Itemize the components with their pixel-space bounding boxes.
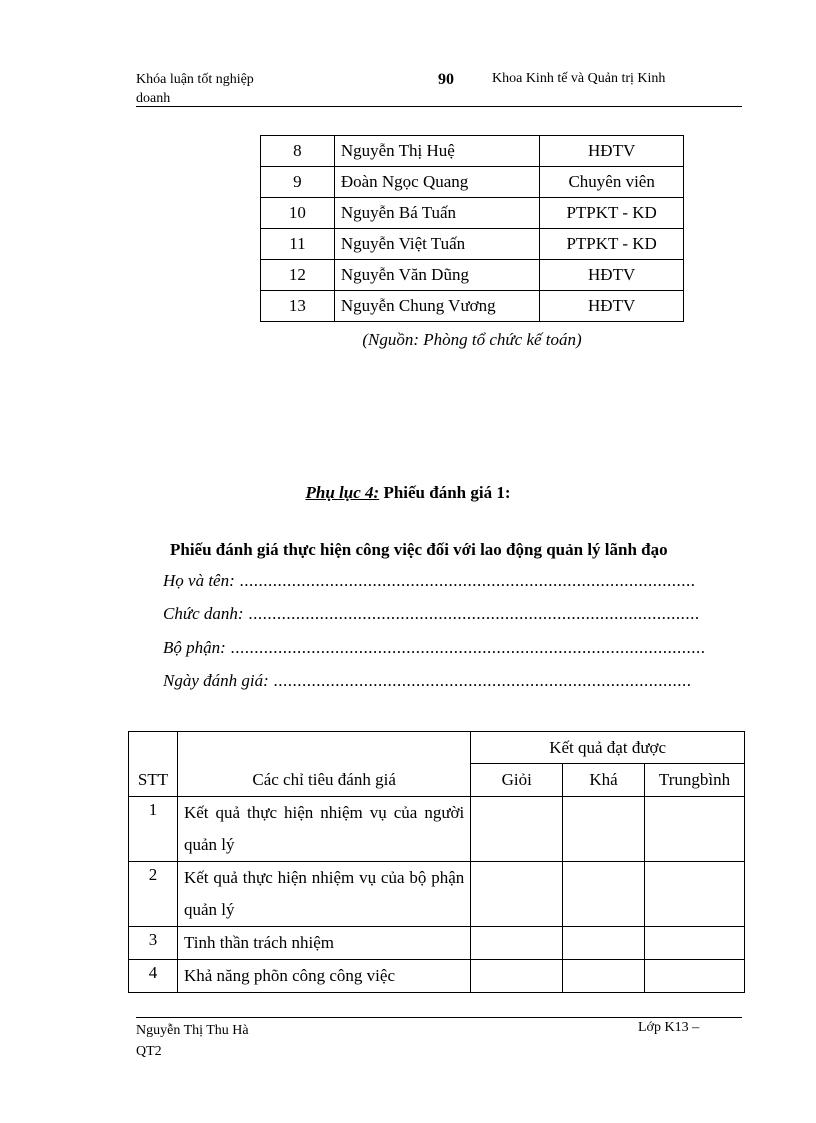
staff-position: HĐTV	[540, 136, 684, 167]
field-label: Bộ phận:	[163, 638, 226, 657]
field-department	[163, 638, 729, 658]
source-note: (Nguồn: Phòng tổ chức kế toán)	[362, 330, 582, 349]
grade-cell-good[interactable]	[471, 960, 563, 993]
criteria-text: Kết quả thực hiện nhiệm vụ của người quản lý	[177, 797, 470, 862]
page-number: 90	[438, 71, 454, 88]
thesis-label-cont: doanh	[136, 91, 171, 106]
table-row	[261, 260, 684, 291]
criteria-number: 4	[129, 960, 178, 993]
faculty-label: Khoa Kinh tế và Quản trị Kinh	[492, 71, 666, 86]
table-row	[261, 136, 684, 167]
staff-position: Chuyên viên	[540, 167, 684, 198]
staff-number: 10	[261, 198, 335, 229]
table-row	[129, 960, 745, 993]
table-row	[129, 862, 745, 927]
staff-name: Nguyễn Văn Dũng	[334, 260, 539, 291]
form-title: Phiếu đánh giá thực hiện công việc đối với lao động quản lý lãnh đạo	[170, 540, 668, 559]
table-row	[261, 291, 684, 322]
staff-position: HĐTV	[540, 260, 684, 291]
staff-number: 9	[261, 167, 335, 198]
staff-name: Đoàn Ngọc Quang	[334, 167, 539, 198]
staff-number: 13	[261, 291, 335, 322]
grade-cell-average[interactable]	[645, 797, 745, 862]
field-blank: ...............................................................................................	[243, 604, 700, 623]
staff-number: 8	[261, 136, 335, 167]
staff-number: 11	[261, 229, 335, 260]
appendix-label: Phụ lục 4:	[305, 483, 380, 502]
field-label: Họ và tên:	[163, 571, 235, 590]
field-label: Chức danh:	[163, 604, 244, 623]
evaluation-table	[128, 731, 745, 993]
field-date	[163, 671, 729, 691]
table-row	[129, 797, 745, 862]
appendix-heading	[0, 483, 816, 503]
grade-cell-good[interactable]	[471, 927, 563, 960]
staff-number: 12	[261, 260, 335, 291]
criteria-text: Khả năng phõn công công việc	[177, 960, 470, 993]
criteria-number: 3	[129, 927, 178, 960]
field-label: Ngày đánh giá:	[163, 671, 269, 690]
grade-header-average: Trungbình	[645, 764, 745, 797]
table-row	[261, 198, 684, 229]
author-class-cont: QT2	[136, 1044, 162, 1059]
staff-table	[260, 135, 684, 322]
staff-position: PTPKT - KD	[540, 229, 684, 260]
field-blank: ................................................................................................	[234, 571, 696, 590]
staff-name: Nguyễn Thị Huệ	[334, 136, 539, 167]
grade-cell-average[interactable]	[645, 862, 745, 927]
table-row	[261, 229, 684, 260]
result-header: Kết quả đạt được	[471, 732, 745, 764]
header-rule	[136, 106, 742, 107]
field-blank: ....................................................................................................	[225, 638, 706, 657]
author-name: Nguyễn Thị Thu Hà	[136, 1023, 249, 1038]
field-blank: ........................................................................................	[268, 671, 692, 690]
stt-header: STT	[129, 732, 178, 797]
staff-name: Nguyễn Chung Vương	[334, 291, 539, 322]
grade-cell-fair[interactable]	[563, 862, 645, 927]
grade-cell-fair[interactable]	[563, 797, 645, 862]
criteria-header: Các chỉ tiêu đánh giá	[177, 732, 470, 797]
grade-cell-average[interactable]	[645, 927, 745, 960]
grade-cell-good[interactable]	[471, 862, 563, 927]
criteria-text: Kết quả thực hiện nhiệm vụ của bộ phận quản lý	[177, 862, 470, 927]
staff-position: HĐTV	[540, 291, 684, 322]
footer-rule	[136, 1017, 742, 1018]
class-label: Lớp K13 –	[638, 1020, 700, 1035]
criteria-text: Tinh thần trách nhiệm	[177, 927, 470, 960]
footer-left	[136, 1020, 296, 1062]
grade-header-fair: Khá	[563, 764, 645, 797]
appendix-title: Phiếu đánh giá 1:	[379, 483, 511, 502]
staff-position: PTPKT - KD	[540, 198, 684, 229]
staff-name: Nguyễn Bá Tuấn	[334, 198, 539, 229]
thesis-label: Khóa luận tốt nghiệp	[136, 72, 254, 87]
grade-cell-fair[interactable]	[563, 927, 645, 960]
header-left	[136, 70, 296, 108]
table-row	[129, 927, 745, 960]
staff-name: Nguyễn Việt Tuấn	[334, 229, 539, 260]
criteria-number: 2	[129, 862, 178, 927]
field-title	[163, 604, 729, 624]
field-name	[163, 571, 729, 591]
grade-cell-good[interactable]	[471, 797, 563, 862]
criteria-number: 1	[129, 797, 178, 862]
table-row	[261, 167, 684, 198]
grade-cell-fair[interactable]	[563, 960, 645, 993]
grade-cell-average[interactable]	[645, 960, 745, 993]
grade-header-good: Giỏi	[471, 764, 563, 797]
